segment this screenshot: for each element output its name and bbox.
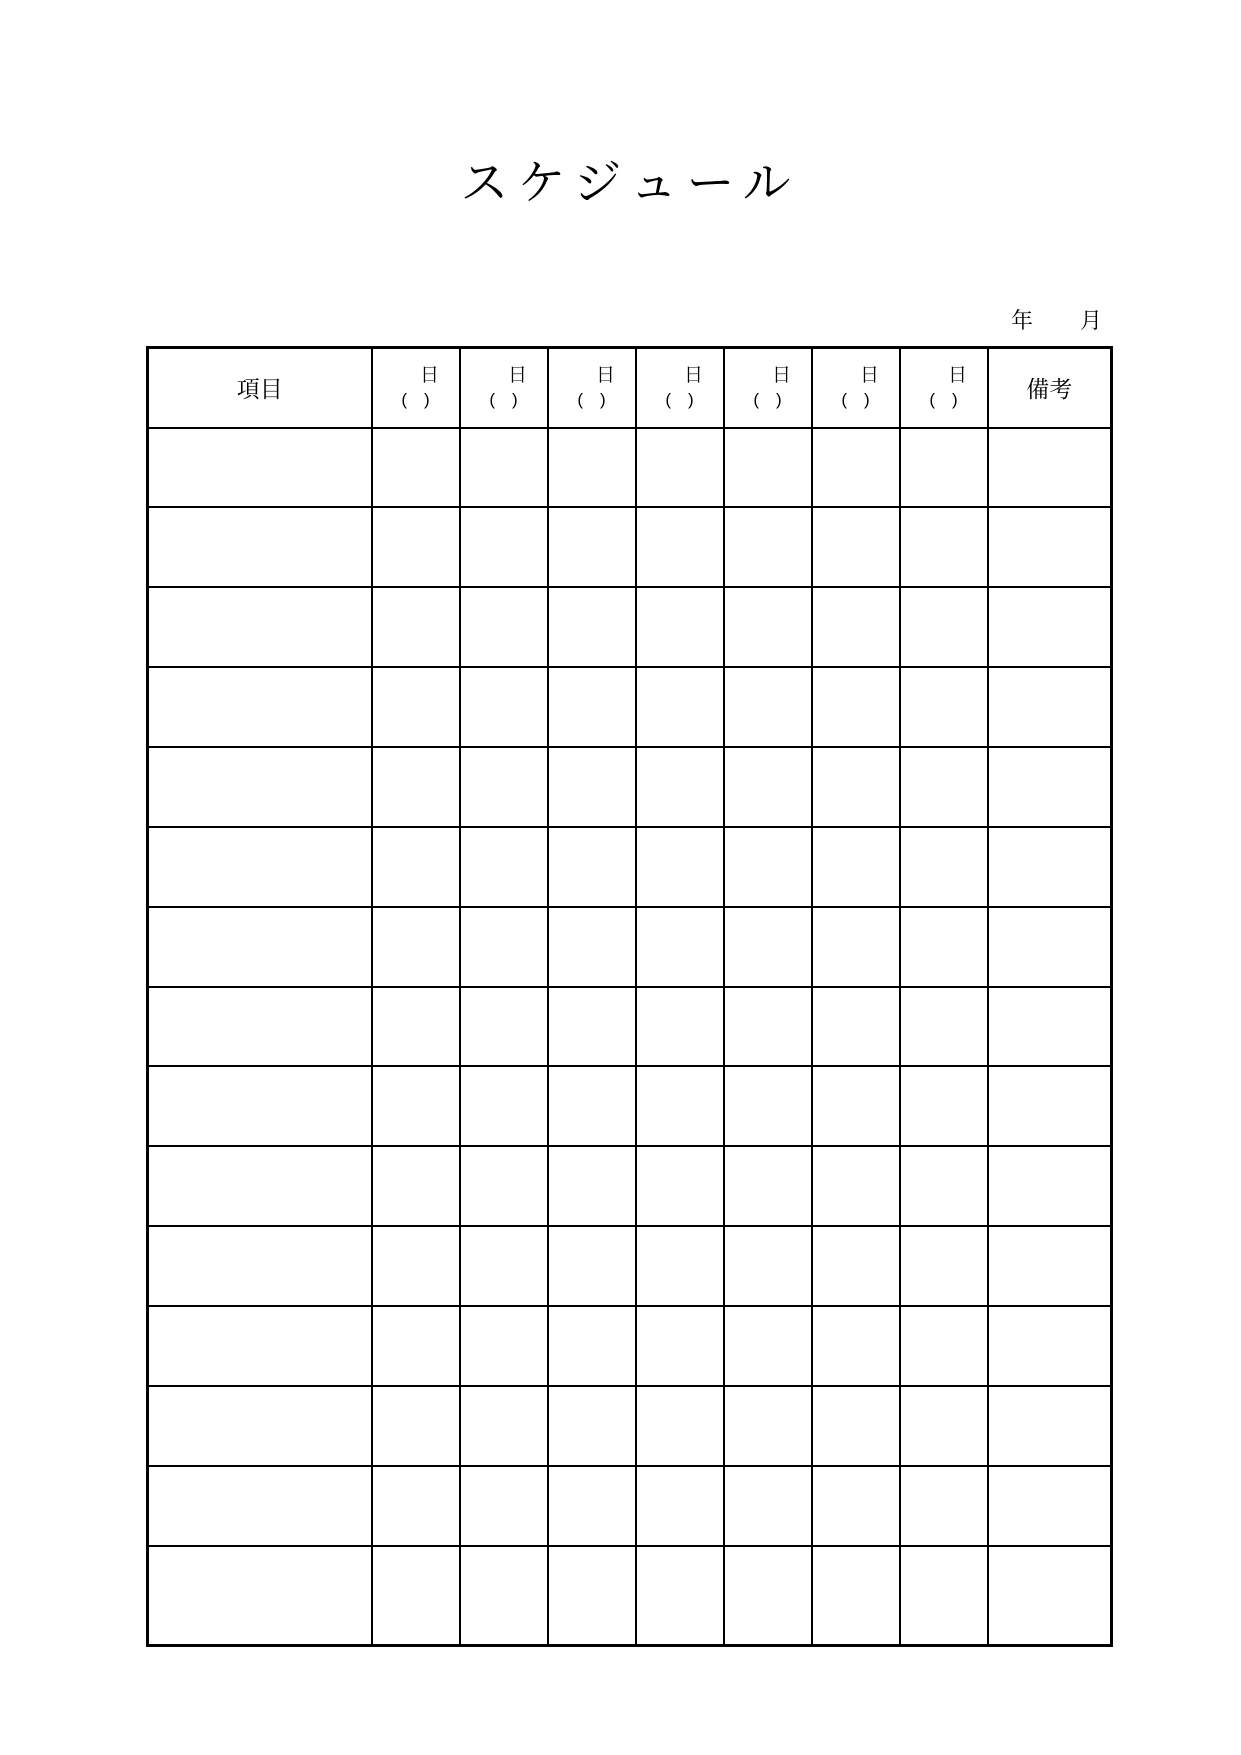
table-row: [148, 1066, 1112, 1146]
cell-day-4: [636, 1546, 724, 1646]
cell-remarks: [988, 1386, 1112, 1466]
cell-day-1: [372, 1226, 460, 1306]
cell-day-2: [460, 1306, 548, 1386]
day-label: 日: [419, 365, 439, 387]
cell-day-2: [460, 747, 548, 827]
cell-day-7: [900, 987, 988, 1067]
cell-day-2: [460, 1146, 548, 1226]
cell-day-5: [724, 1226, 812, 1306]
cell-day-2: [460, 827, 548, 907]
cell-day-5: [724, 747, 812, 827]
cell-day-6: [812, 907, 900, 987]
cell-day-2: [460, 907, 548, 987]
day-label: 日: [683, 365, 703, 387]
cell-day-4: [636, 907, 724, 987]
cell-day-5: [724, 1146, 812, 1226]
cell-item: [148, 747, 372, 827]
cell-day-6: [812, 827, 900, 907]
cell-day-3: [548, 1066, 636, 1146]
day-weekday-parens: ( ): [665, 390, 694, 410]
cell-day-1: [372, 1466, 460, 1546]
header-item: 項目: [148, 348, 372, 428]
cell-day-7: [900, 1466, 988, 1546]
cell-day-7: [900, 1546, 988, 1646]
cell-day-3: [548, 987, 636, 1067]
header-day-5: [724, 348, 812, 428]
cell-day-7: [900, 1306, 988, 1386]
cell-remarks: [988, 1226, 1112, 1306]
cell-day-4: [636, 1066, 724, 1146]
header-remarks: 備考: [988, 348, 1112, 428]
cell-day-3: [548, 1306, 636, 1386]
cell-day-6: [812, 1546, 900, 1646]
table-row: [148, 1146, 1112, 1226]
table-row: [148, 1306, 1112, 1386]
cell-day-3: [548, 1546, 636, 1646]
table-row: [148, 1386, 1112, 1466]
cell-day-4: [636, 1386, 724, 1466]
cell-day-2: [460, 1066, 548, 1146]
cell-day-6: [812, 1226, 900, 1306]
cell-day-1: [372, 1146, 460, 1226]
cell-remarks: [988, 1146, 1112, 1226]
cell-day-5: [724, 1466, 812, 1546]
cell-day-6: [812, 1466, 900, 1546]
header-day-7: [900, 348, 988, 428]
cell-day-2: [460, 507, 548, 587]
cell-day-4: [636, 827, 724, 907]
cell-day-5: [724, 1066, 812, 1146]
cell-day-2: [460, 1546, 548, 1646]
cell-day-1: [372, 587, 460, 667]
cell-day-4: [636, 587, 724, 667]
table-header: [148, 348, 1112, 428]
header-day-2: [460, 348, 548, 428]
day-label: 日: [771, 365, 791, 387]
cell-day-6: [812, 987, 900, 1067]
cell-day-4: [636, 1466, 724, 1546]
day-weekday-parens: ( ): [841, 390, 870, 410]
cell-day-2: [460, 1386, 548, 1466]
cell-day-7: [900, 1066, 988, 1146]
cell-item: [148, 987, 372, 1067]
cell-day-1: [372, 1386, 460, 1466]
cell-day-1: [372, 1546, 460, 1646]
cell-day-5: [724, 1546, 812, 1646]
cell-remarks: [988, 1306, 1112, 1386]
cell-item: [148, 667, 372, 747]
cell-day-4: [636, 1306, 724, 1386]
header-day-6: [812, 348, 900, 428]
cell-day-5: [724, 907, 812, 987]
cell-item: [148, 1306, 372, 1386]
cell-day-1: [372, 747, 460, 827]
cell-day-7: [900, 1226, 988, 1306]
cell-day-4: [636, 428, 724, 508]
cell-item: [148, 1386, 372, 1466]
cell-day-2: [460, 587, 548, 667]
cell-remarks: [988, 1546, 1112, 1646]
table-row: [148, 1546, 1112, 1646]
cell-day-5: [724, 827, 812, 907]
year-month-line: [1011, 309, 1102, 333]
cell-day-7: [900, 1146, 988, 1226]
cell-day-4: [636, 667, 724, 747]
cell-day-5: [724, 987, 812, 1067]
day-weekday-parens: ( ): [929, 390, 958, 410]
cell-day-1: [372, 987, 460, 1067]
cell-day-7: [900, 587, 988, 667]
cell-remarks: [988, 907, 1112, 987]
table-row: [148, 907, 1112, 987]
cell-day-1: [372, 907, 460, 987]
cell-item: [148, 1466, 372, 1546]
cell-day-5: [724, 507, 812, 587]
cell-day-3: [548, 827, 636, 907]
day-weekday-parens: ( ): [577, 390, 606, 410]
cell-day-6: [812, 1386, 900, 1466]
header-day-3: [548, 348, 636, 428]
cell-item: [148, 1226, 372, 1306]
table-row: [148, 987, 1112, 1067]
cell-remarks: [988, 428, 1112, 508]
cell-day-4: [636, 1226, 724, 1306]
cell-day-6: [812, 747, 900, 827]
cell-remarks: [988, 747, 1112, 827]
cell-day-6: [812, 1146, 900, 1226]
cell-day-3: [548, 507, 636, 587]
cell-day-6: [812, 507, 900, 587]
cell-day-3: [548, 428, 636, 508]
cell-day-1: [372, 507, 460, 587]
cell-item: [148, 428, 372, 508]
day-label: 日: [859, 365, 879, 387]
cell-day-4: [636, 1146, 724, 1226]
day-weekday-parens: ( ): [401, 390, 430, 410]
cell-day-1: [372, 1066, 460, 1146]
cell-day-7: [900, 747, 988, 827]
month-label: 月: [1079, 308, 1102, 333]
cell-day-7: [900, 907, 988, 987]
cell-day-4: [636, 747, 724, 827]
cell-remarks: [988, 987, 1112, 1067]
header-row: [148, 348, 1112, 428]
schedule-table: [146, 346, 1113, 1647]
cell-day-3: [548, 1226, 636, 1306]
cell-day-4: [636, 987, 724, 1067]
header-day-4: [636, 348, 724, 428]
header-day-1: [372, 348, 460, 428]
cell-remarks: [988, 1066, 1112, 1146]
cell-day-4: [636, 507, 724, 587]
cell-day-6: [812, 1066, 900, 1146]
cell-day-7: [900, 827, 988, 907]
cell-item: [148, 1546, 372, 1646]
cell-day-6: [812, 428, 900, 508]
cell-item: [148, 507, 372, 587]
cell-item: [148, 1146, 372, 1226]
cell-day-3: [548, 667, 636, 747]
cell-day-7: [900, 1386, 988, 1466]
year-label: 年: [1010, 308, 1033, 333]
cell-day-3: [548, 907, 636, 987]
cell-day-1: [372, 667, 460, 747]
table-row: [148, 827, 1112, 907]
cell-day-2: [460, 1226, 548, 1306]
cell-day-7: [900, 507, 988, 587]
table-row: [148, 507, 1112, 587]
cell-remarks: [988, 507, 1112, 587]
cell-day-2: [460, 428, 548, 508]
cell-day-5: [724, 1306, 812, 1386]
cell-day-3: [548, 587, 636, 667]
cell-remarks: [988, 827, 1112, 907]
cell-day-1: [372, 428, 460, 508]
cell-remarks: [988, 667, 1112, 747]
table-row: [148, 1226, 1112, 1306]
cell-item: [148, 587, 372, 667]
day-label: 日: [507, 365, 527, 387]
cell-day-7: [900, 667, 988, 747]
table-row: [148, 1466, 1112, 1546]
day-weekday-parens: ( ): [753, 390, 782, 410]
cell-day-3: [548, 1386, 636, 1466]
cell-day-5: [724, 428, 812, 508]
cell-day-2: [460, 987, 548, 1067]
cell-remarks: [988, 1466, 1112, 1546]
cell-day-3: [548, 1466, 636, 1546]
day-weekday-parens: ( ): [489, 390, 518, 410]
cell-item: [148, 1066, 372, 1146]
cell-day-2: [460, 1466, 548, 1546]
cell-day-5: [724, 667, 812, 747]
cell-day-1: [372, 1306, 460, 1386]
cell-item: [148, 907, 372, 987]
day-label: 日: [947, 365, 967, 387]
table-row: [148, 428, 1112, 508]
cell-day-2: [460, 667, 548, 747]
cell-day-6: [812, 667, 900, 747]
cell-item: [148, 827, 372, 907]
day-label: 日: [595, 365, 615, 387]
cell-day-5: [724, 1386, 812, 1466]
table-row: [148, 667, 1112, 747]
cell-remarks: [988, 587, 1112, 667]
table-row: [148, 747, 1112, 827]
cell-day-3: [548, 747, 636, 827]
cell-day-7: [900, 428, 988, 508]
page-title: スケジュール: [460, 157, 800, 210]
cell-day-1: [372, 827, 460, 907]
cell-day-6: [812, 587, 900, 667]
cell-day-6: [812, 1306, 900, 1386]
cell-day-5: [724, 587, 812, 667]
table-row: [148, 587, 1112, 667]
cell-day-3: [548, 1146, 636, 1226]
table-body: [148, 428, 1112, 1646]
